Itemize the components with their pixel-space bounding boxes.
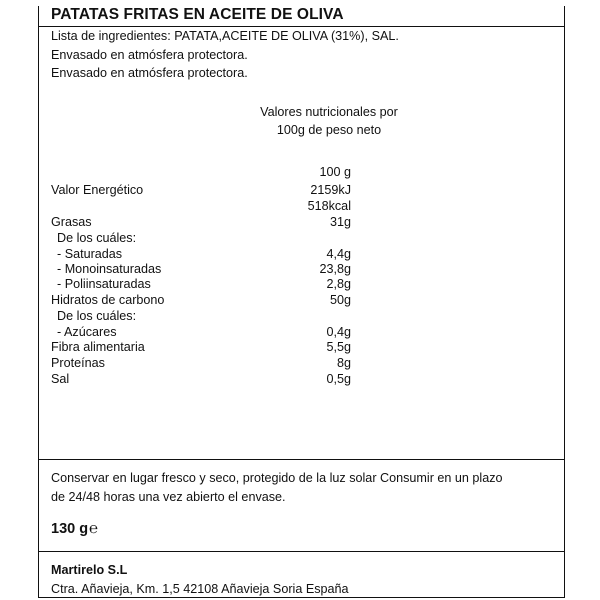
product-title: PATATAS FRITAS EN ACEITE DE OLIVA: [51, 6, 344, 23]
nutrient-value: 31g: [329, 215, 351, 229]
nutrition-header: 100g de peso neto: [276, 123, 382, 137]
nutrient-value: 518kcal: [307, 199, 351, 213]
storage-text: de 24/48 horas una vez abierto el envase.: [51, 490, 286, 504]
packaging-text: Envasado en atmósfera protectora.: [51, 48, 248, 62]
nutrient-sublabel: De los cuáles:: [57, 231, 137, 245]
divider: [39, 26, 564, 27]
nutrient-label: Sal: [51, 372, 70, 386]
nutrient-label: Hidratos de carbono: [51, 293, 165, 307]
nutrient-sublabel: De los cuáles:: [57, 309, 137, 323]
nutrient-label: - Azúcares: [57, 325, 117, 339]
nutrient-label: - Saturadas: [57, 247, 123, 261]
nutrient-label: Grasas: [51, 215, 92, 229]
net-weight: [51, 520, 98, 537]
company-name: Martirelo S.L: [51, 563, 128, 577]
nutrition-col-header: 100 g: [319, 165, 351, 179]
nutrient-value: 2,8g: [326, 277, 351, 291]
nutrient-value: 23,8g: [319, 262, 351, 276]
nutrient-label: - Poliinsaturadas: [57, 277, 151, 291]
storage-text: Conservar en lugar fresco y seco, protegido de la luz solar Consumir en un plazo: [51, 471, 503, 485]
nutrient-label: - Monoinsaturadas: [57, 262, 162, 276]
ingredients-text: Lista de ingredientes: PATATA,ACEITE DE OLIVA (31%), SAL.: [51, 29, 399, 43]
estimated-sign-icon: ℮: [89, 520, 99, 537]
nutrient-value: 5,5g: [326, 340, 351, 354]
nutrient-value: 4,4g: [326, 247, 351, 261]
nutrient-label: Proteínas: [51, 356, 105, 370]
nutrient-label: Fibra alimentaria: [51, 340, 145, 354]
nutrient-value: 8g: [336, 356, 351, 370]
divider: [39, 459, 564, 460]
nutrition-header: Valores nutricionales por: [260, 105, 398, 119]
divider: [39, 551, 564, 552]
nutrient-label: Valor Energético: [51, 183, 144, 197]
company-address: Ctra. Añavieja, Km. 1,5 42108 Añavieja Soria España: [51, 582, 349, 596]
net-weight-value: 130 g: [51, 521, 89, 537]
packaging-text: Envasado en atmósfera protectora.: [51, 66, 248, 80]
nutrient-value: 0,4g: [326, 325, 351, 339]
nutrient-value: 2159kJ: [310, 183, 351, 197]
nutrient-value: 0,5g: [326, 372, 351, 386]
product-label: [38, 6, 565, 598]
nutrient-value: 50g: [329, 293, 351, 307]
